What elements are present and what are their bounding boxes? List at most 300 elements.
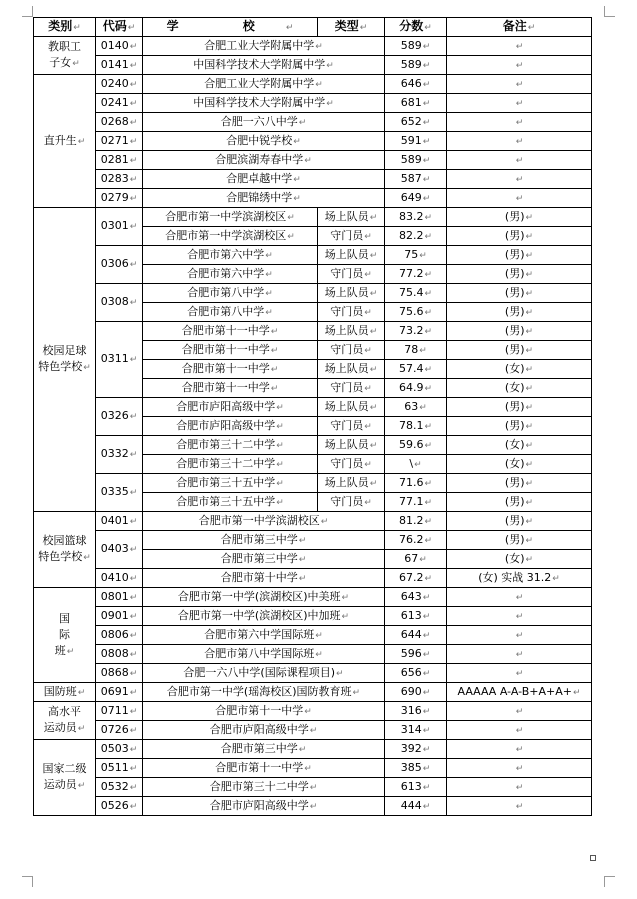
score-cell: 644↵ xyxy=(385,626,447,645)
school-cell: 合肥市第三十二中学↵ xyxy=(143,778,385,797)
score-cell: 75↵ xyxy=(385,246,447,265)
paragraph-mark: ↵ xyxy=(525,269,534,280)
paragraph-mark: ↵ xyxy=(315,79,323,90)
school-cell: 中国科学技术大学附属中学↵ xyxy=(143,94,385,113)
score-cell: 649↵ xyxy=(385,189,447,208)
paragraph-mark: ↵ xyxy=(422,136,431,147)
paragraph-mark: ↵ xyxy=(72,59,80,69)
school-cell: 合肥市第十一中学↵ xyxy=(143,702,385,721)
paragraph-mark: ↵ xyxy=(129,744,138,755)
paragraph-mark: ↵ xyxy=(77,136,86,147)
table-row xyxy=(34,683,592,702)
score-cell: 59.6↵ xyxy=(385,436,447,455)
paragraph-mark: ↵ xyxy=(422,630,431,641)
header-category: 类别↵ xyxy=(34,18,96,37)
paragraph-mark: ↵ xyxy=(315,649,323,660)
category-cell: 国家二级 运动员↵ xyxy=(34,740,96,816)
score-cell: 81.2↵ xyxy=(385,512,447,531)
paragraph-mark: ↵ xyxy=(525,345,534,356)
paragraph-mark: ↵ xyxy=(304,155,312,166)
table-row xyxy=(34,113,592,132)
paragraph-mark: ↵ xyxy=(525,383,534,394)
school-cell: 合肥市第十一中学↵ xyxy=(143,341,318,360)
paragraph-mark: ↵ xyxy=(424,573,433,584)
paragraph-mark: ↵ xyxy=(424,307,433,318)
code-cell: 0801↵ xyxy=(96,588,143,607)
remark-cell: (男)↵ xyxy=(447,398,592,417)
paragraph-mark: ↵ xyxy=(422,744,431,755)
code-cell: 0240↵ xyxy=(96,75,143,94)
paragraph-mark: ↵ xyxy=(287,212,295,223)
paragraph-mark: ↵ xyxy=(265,288,273,299)
paragraph-mark: ↵ xyxy=(265,250,273,261)
category-cell: 教职工 子女↵ xyxy=(34,37,96,75)
school-cell: 合肥市第十一中学↵ xyxy=(143,379,318,398)
paragraph-mark: ↵ xyxy=(276,497,284,508)
paragraph-mark: ↵ xyxy=(525,402,534,413)
remark-cell: (女) 实战 31.2↵ xyxy=(447,569,592,588)
paragraph-mark: ↵ xyxy=(129,725,138,736)
paragraph-mark: ↵ xyxy=(552,573,560,584)
paragraph-mark: ↵ xyxy=(326,60,334,71)
paragraph-mark: ↵ xyxy=(129,801,138,812)
paragraph-mark: ↵ xyxy=(424,497,433,508)
paragraph-mark: ↵ xyxy=(424,440,433,451)
code-cell: 0868↵ xyxy=(96,664,143,683)
paragraph-mark: ↵ xyxy=(298,117,307,128)
paragraph-mark: ↵ xyxy=(364,269,372,280)
paragraph-mark: ↵ xyxy=(293,174,301,185)
table-row xyxy=(34,94,592,113)
code-cell: 0332↵ xyxy=(96,436,143,474)
table-row xyxy=(34,740,592,759)
school-cell: 合肥市第三中学↵ xyxy=(143,740,385,759)
paragraph-mark: ↵ xyxy=(270,345,279,356)
admission-score-table xyxy=(33,17,592,816)
paragraph-mark: ↵ xyxy=(419,402,427,413)
remark-cell: ↵ xyxy=(447,170,592,189)
paragraph-mark: ↵ xyxy=(525,478,534,489)
paragraph-mark: ↵ xyxy=(129,98,138,109)
paragraph-mark: ↵ xyxy=(129,355,138,365)
remark-cell: ↵ xyxy=(447,151,592,170)
paragraph-mark: ↵ xyxy=(326,98,334,109)
paragraph-mark: ↵ xyxy=(364,307,372,318)
score-cell: 613↵ xyxy=(385,607,447,626)
table-row xyxy=(34,702,592,721)
header-school: 学 校↵ xyxy=(143,18,318,37)
score-cell: 64.9↵ xyxy=(385,379,447,398)
table-row xyxy=(34,398,592,417)
paragraph-mark: ↵ xyxy=(424,421,433,432)
score-cell: 77.2↵ xyxy=(385,265,447,284)
page-corner-top-left xyxy=(22,6,33,17)
header-row xyxy=(34,18,592,37)
paragraph-mark: ↵ xyxy=(83,553,91,563)
paragraph-mark: ↵ xyxy=(424,288,433,299)
code-cell: 0301↵ xyxy=(96,208,143,246)
score-cell: 613↵ xyxy=(385,778,447,797)
paragraph-mark: ↵ xyxy=(309,725,318,736)
score-cell: 392↵ xyxy=(385,740,447,759)
paragraph-mark: ↵ xyxy=(66,646,75,657)
paragraph-mark: ↵ xyxy=(525,516,534,527)
school-cell: 合肥市第一中学(滨湖校区)中美班↵ xyxy=(143,588,385,607)
school-cell: 合肥市第八中学国际班↵ xyxy=(143,645,385,664)
table-row xyxy=(34,151,592,170)
remark-cell: ↵ xyxy=(447,113,592,132)
school-cell: 合肥市第一中学(滨湖校区)中加班↵ xyxy=(143,607,385,626)
paragraph-mark: ↵ xyxy=(83,363,91,373)
score-cell: 63↵ xyxy=(385,398,447,417)
type-cell: 场上队员↵ xyxy=(318,436,385,455)
paragraph-mark: ↵ xyxy=(270,326,279,337)
paragraph-mark: ↵ xyxy=(525,250,534,261)
paragraph-mark: ↵ xyxy=(369,478,378,489)
paragraph-mark: ↵ xyxy=(525,231,534,242)
paragraph-mark: ↵ xyxy=(422,41,431,52)
paragraph-mark: ↵ xyxy=(525,212,534,223)
score-cell: 314↵ xyxy=(385,721,447,740)
school-cell: 合肥市第一中学滨湖校区↵ xyxy=(143,512,385,531)
table-row xyxy=(34,322,592,341)
school-cell: 合肥市第三中学↵ xyxy=(143,531,385,550)
table-row xyxy=(34,436,592,455)
paragraph-mark: ↵ xyxy=(422,763,431,774)
school-cell: 合肥市庐阳高级中学↵ xyxy=(143,797,385,816)
table-row xyxy=(34,284,592,303)
paragraph-mark: ↵ xyxy=(129,136,138,147)
table-row xyxy=(34,664,592,683)
code-cell: 0806↵ xyxy=(96,626,143,645)
code-cell: 0268↵ xyxy=(96,113,143,132)
type-cell: 守门员↵ xyxy=(318,455,385,474)
table-body xyxy=(34,37,592,816)
code-cell: 0511↵ xyxy=(96,759,143,778)
code-cell: 0691↵ xyxy=(96,683,143,702)
paragraph-mark: ↵ xyxy=(422,706,431,717)
code-cell: 0403↵ xyxy=(96,531,143,569)
paragraph-mark: ↵ xyxy=(364,459,372,470)
school-cell: 合肥市第一中学(瑶海校区)国防教育班↵ xyxy=(143,683,385,702)
code-cell: 0241↵ xyxy=(96,94,143,113)
paragraph-mark: ↵ xyxy=(77,724,86,734)
score-cell: 316↵ xyxy=(385,702,447,721)
table-row xyxy=(34,759,592,778)
paragraph-mark: ↵ xyxy=(525,364,534,375)
paragraph-mark: ↵ xyxy=(336,668,344,679)
paragraph-mark: ↵ xyxy=(364,421,372,432)
paragraph-mark: ↵ xyxy=(424,269,433,280)
score-cell: 596↵ xyxy=(385,645,447,664)
remark-cell: (男)↵ xyxy=(447,417,592,436)
paragraph-mark: ↵ xyxy=(304,706,312,717)
paragraph-mark: ↵ xyxy=(129,450,138,460)
code-cell: 0283↵ xyxy=(96,170,143,189)
school-cell: 合肥中锐学校↵ xyxy=(143,132,385,151)
remark-cell: ↵ xyxy=(447,702,592,721)
paragraph-mark: ↵ xyxy=(129,592,138,603)
remark-cell: ↵ xyxy=(447,664,592,683)
remark-cell: ↵ xyxy=(447,189,592,208)
table-row xyxy=(34,132,592,151)
remark-cell: ↵ xyxy=(447,588,592,607)
paragraph-mark: ↵ xyxy=(129,687,138,698)
paragraph-mark: ↵ xyxy=(525,421,534,432)
type-cell: 守门员↵ xyxy=(318,493,385,512)
paragraph-mark: ↵ xyxy=(369,402,378,413)
paragraph-mark: ↵ xyxy=(265,307,273,318)
table-row xyxy=(34,189,592,208)
remark-cell: ↵ xyxy=(447,75,592,94)
table-row xyxy=(34,246,592,265)
remark-cell: (男)↵ xyxy=(447,303,592,322)
score-cell: 587↵ xyxy=(385,170,447,189)
paragraph-mark: ↵ xyxy=(276,440,284,451)
remark-cell: (男)↵ xyxy=(447,341,592,360)
school-cell: 合肥市第一中学滨湖校区↵ xyxy=(143,208,318,227)
remark-cell: (女)↵ xyxy=(447,360,592,379)
school-cell: 合肥市第十中学↵ xyxy=(143,569,385,588)
paragraph-mark: ↵ xyxy=(265,269,273,280)
remark-cell: (男)↵ xyxy=(447,246,592,265)
table-row xyxy=(34,56,592,75)
paragraph-mark: ↵ xyxy=(276,478,284,489)
table-row xyxy=(34,512,592,531)
paragraph-mark: ↵ xyxy=(424,231,433,242)
paragraph-mark: ↵ xyxy=(422,782,431,793)
remark-cell: (女)↵ xyxy=(447,436,592,455)
table-row xyxy=(34,645,592,664)
remark-cell: ↵ xyxy=(447,37,592,56)
code-cell: 0410↵ xyxy=(96,569,143,588)
type-cell: 场上队员↵ xyxy=(318,322,385,341)
paragraph-mark: ↵ xyxy=(369,364,378,375)
remark-cell: ↵ xyxy=(447,740,592,759)
paragraph-mark: ↵ xyxy=(424,383,433,394)
paragraph-mark: ↵ xyxy=(422,668,431,679)
paragraph-mark: ↵ xyxy=(424,364,433,375)
paragraph-mark: ↵ xyxy=(129,545,138,555)
code-cell: 0311↵ xyxy=(96,322,143,398)
paragraph-mark: ↵ xyxy=(129,117,138,128)
code-cell: 0271↵ xyxy=(96,132,143,151)
score-cell: 444↵ xyxy=(385,797,447,816)
score-cell: 656↵ xyxy=(385,664,447,683)
paragraph-mark: ↵ xyxy=(422,98,431,109)
category-cell: 校园篮球 特色学校↵ xyxy=(34,512,96,588)
code-cell: 0401↵ xyxy=(96,512,143,531)
table-end-mark xyxy=(590,855,596,861)
paragraph-mark: ↵ xyxy=(525,440,534,451)
remark-cell: ↵ xyxy=(447,132,592,151)
paragraph-mark: ↵ xyxy=(129,412,138,422)
code-cell: 0326↵ xyxy=(96,398,143,436)
paragraph-mark: ↵ xyxy=(293,136,301,147)
table-row xyxy=(34,531,592,550)
type-cell: 守门员↵ xyxy=(318,265,385,284)
code-cell: 0532↵ xyxy=(96,778,143,797)
type-cell: 场上队员↵ xyxy=(318,246,385,265)
code-cell: 0306↵ xyxy=(96,246,143,284)
school-cell: 合肥市第八中学↵ xyxy=(143,303,318,322)
paragraph-mark: ↵ xyxy=(309,782,318,793)
school-cell: 合肥一六八中学(国际课程项目)↵ xyxy=(143,664,385,683)
score-cell: 57.4↵ xyxy=(385,360,447,379)
paragraph-mark: ↵ xyxy=(129,155,138,166)
paragraph-mark: ↵ xyxy=(270,364,279,375)
table-row xyxy=(34,778,592,797)
paragraph-mark: ↵ xyxy=(369,326,378,337)
paragraph-mark: ↵ xyxy=(129,41,138,52)
school-cell: 合肥市第三十二中学↵ xyxy=(143,436,318,455)
remark-cell: (男)↵ xyxy=(447,208,592,227)
table-row xyxy=(34,797,592,816)
paragraph-mark: ↵ xyxy=(129,222,138,232)
remark-cell: AAAAA A-A-B+A+A+↵ xyxy=(447,683,592,702)
paragraph-mark: ↵ xyxy=(422,687,431,698)
paragraph-mark: ↵ xyxy=(422,801,431,812)
score-cell: 652↵ xyxy=(385,113,447,132)
score-cell: 591↵ xyxy=(385,132,447,151)
remark-cell: ↵ xyxy=(447,721,592,740)
paragraph-mark: ↵ xyxy=(369,440,378,451)
paragraph-mark: ↵ xyxy=(77,687,86,698)
score-cell: 67.2↵ xyxy=(385,569,447,588)
paragraph-mark: ↵ xyxy=(422,193,431,204)
table-row xyxy=(34,588,592,607)
remark-cell: ↵ xyxy=(447,759,592,778)
code-cell: 0901↵ xyxy=(96,607,143,626)
paragraph-mark: ↵ xyxy=(422,611,431,622)
paragraph-mark: ↵ xyxy=(129,611,138,622)
type-cell: 场上队员↵ xyxy=(318,208,385,227)
school-cell: 合肥市第八中学↵ xyxy=(143,284,318,303)
school-cell: 合肥滨湖寿春中学↵ xyxy=(143,151,385,170)
type-cell: 守门员↵ xyxy=(318,303,385,322)
page-corner-bottom-left xyxy=(22,876,33,887)
table-row xyxy=(34,474,592,493)
code-cell: 0140↵ xyxy=(96,37,143,56)
paragraph-mark: ↵ xyxy=(419,250,427,261)
paragraph-mark: ↵ xyxy=(572,687,581,698)
remark-cell: (男)↵ xyxy=(447,284,592,303)
paragraph-mark: ↵ xyxy=(270,383,279,394)
paragraph-mark: ↵ xyxy=(419,554,427,565)
school-cell: 合肥工业大学附属中学↵ xyxy=(143,37,385,56)
score-cell: 73.2↵ xyxy=(385,322,447,341)
code-cell: 0503↵ xyxy=(96,740,143,759)
score-cell: 681↵ xyxy=(385,94,447,113)
paragraph-mark: ↵ xyxy=(525,288,534,299)
paragraph-mark: ↵ xyxy=(424,535,433,546)
paragraph-mark: ↵ xyxy=(369,250,378,261)
remark-cell: ↵ xyxy=(447,607,592,626)
header-remark: 备注↵ xyxy=(447,18,592,37)
category-cell: 国防班↵ xyxy=(34,683,96,702)
school-cell: 合肥市第六中学↵ xyxy=(143,246,318,265)
school-cell: 合肥市第三十二中学↵ xyxy=(143,455,318,474)
table-row xyxy=(34,607,592,626)
school-cell: 合肥市第三中学↵ xyxy=(143,550,385,569)
school-cell: 合肥工业大学附属中学↵ xyxy=(143,75,385,94)
score-cell: 589↵ xyxy=(385,37,447,56)
paragraph-mark: ↵ xyxy=(414,459,422,470)
paragraph-mark: ↵ xyxy=(422,174,431,185)
paragraph-mark: ↵ xyxy=(129,573,138,584)
paragraph-mark: ↵ xyxy=(129,630,138,641)
school-cell: 中国科学技术大学附属中学↵ xyxy=(143,56,385,75)
paragraph-mark: ↵ xyxy=(422,649,431,660)
code-cell: 0808↵ xyxy=(96,645,143,664)
type-cell: 场上队员↵ xyxy=(318,398,385,417)
page-corner-bottom-right xyxy=(604,876,615,887)
score-cell: 75.6↵ xyxy=(385,303,447,322)
header-code: 代码↵ xyxy=(96,18,143,37)
school-cell: 合肥市庐阳高级中学↵ xyxy=(143,398,318,417)
paragraph-mark: ↵ xyxy=(129,516,138,527)
paragraph-mark: ↵ xyxy=(525,459,534,470)
table-row xyxy=(34,208,592,227)
score-cell: 77.1↵ xyxy=(385,493,447,512)
school-cell: 合肥市第六中学↵ xyxy=(143,265,318,284)
score-cell: 643↵ xyxy=(385,588,447,607)
paragraph-mark: ↵ xyxy=(315,630,323,641)
code-cell: 0335↵ xyxy=(96,474,143,512)
paragraph-mark: ↵ xyxy=(341,611,350,622)
remark-cell: (男)↵ xyxy=(447,474,592,493)
paragraph-mark: ↵ xyxy=(304,763,312,774)
code-cell: 0141↵ xyxy=(96,56,143,75)
remark-cell: ↵ xyxy=(447,626,592,645)
paragraph-mark: ↵ xyxy=(129,60,138,71)
paragraph-mark: ↵ xyxy=(129,782,138,793)
paragraph-mark: ↵ xyxy=(129,668,138,679)
score-cell: 71.6↵ xyxy=(385,474,447,493)
remark-cell: ↵ xyxy=(447,778,592,797)
remark-cell: (男)↵ xyxy=(447,227,592,246)
paragraph-mark: ↵ xyxy=(422,79,431,90)
paragraph-mark: ↵ xyxy=(129,260,138,270)
paragraph-mark: ↵ xyxy=(364,345,372,356)
paragraph-mark: ↵ xyxy=(293,193,301,204)
paragraph-mark: ↵ xyxy=(298,554,307,565)
paragraph-mark: ↵ xyxy=(129,174,138,185)
score-cell: 67↵ xyxy=(385,550,447,569)
score-cell: 76.2↵ xyxy=(385,531,447,550)
remark-cell: (男)↵ xyxy=(447,493,592,512)
code-cell: 0526↵ xyxy=(96,797,143,816)
paragraph-mark: ↵ xyxy=(364,383,372,394)
paragraph-mark: ↵ xyxy=(315,41,323,52)
score-cell: 83.2↵ xyxy=(385,208,447,227)
paragraph-mark: ↵ xyxy=(422,60,431,71)
score-cell: \↵ xyxy=(385,455,447,474)
code-cell: 0279↵ xyxy=(96,189,143,208)
score-cell: 78.1↵ xyxy=(385,417,447,436)
school-cell: 合肥市第一中学滨湖校区↵ xyxy=(143,227,318,246)
paragraph-mark: ↵ xyxy=(129,298,138,308)
code-cell: 0726↵ xyxy=(96,721,143,740)
paragraph-mark: ↵ xyxy=(341,592,350,603)
remark-cell: ↵ xyxy=(447,94,592,113)
remark-cell: (男)↵ xyxy=(447,322,592,341)
remark-cell: ↵ xyxy=(447,645,592,664)
paragraph-mark: ↵ xyxy=(424,326,433,337)
paragraph-mark: ↵ xyxy=(320,516,329,527)
score-cell: 385↵ xyxy=(385,759,447,778)
paragraph-mark: ↵ xyxy=(525,554,534,565)
